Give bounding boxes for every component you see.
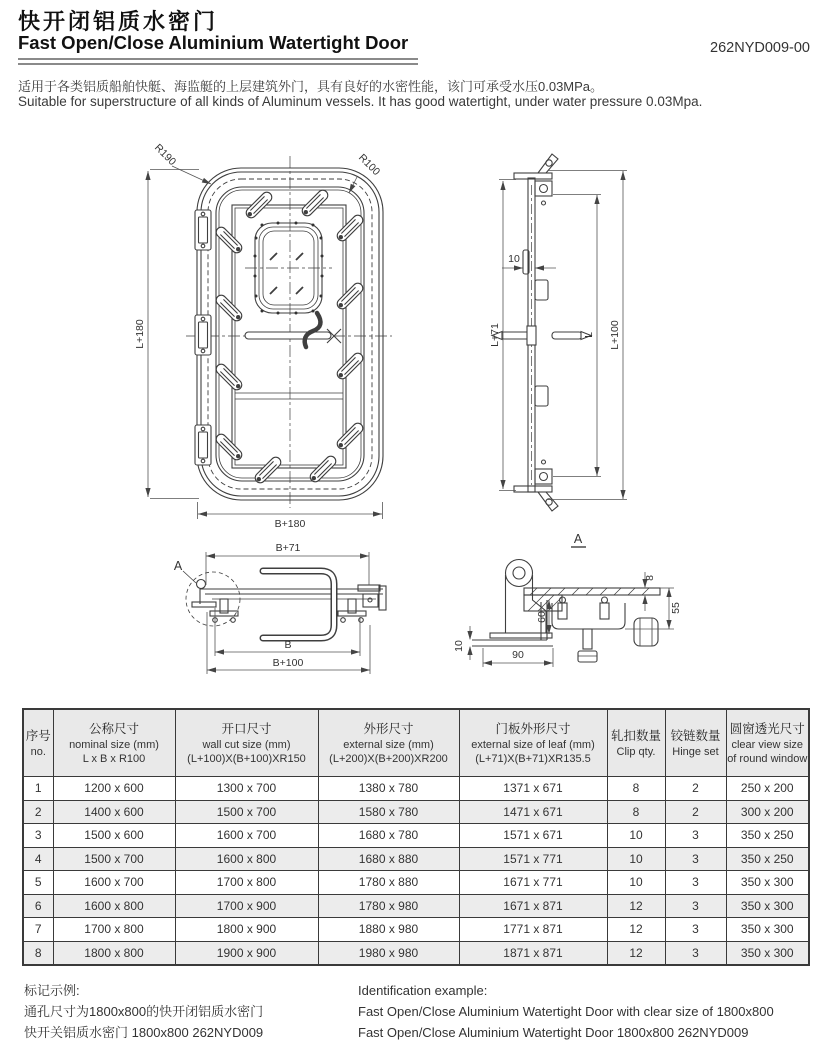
side-leaf-height-dim: L+71 <box>489 323 501 347</box>
col-header-formula: (L+100)X(B+100)XR150 <box>187 753 306 766</box>
table-cell: 3 <box>665 918 726 942</box>
col-header-en: Clip qty. <box>616 745 656 758</box>
table-cell: 250 x 200 <box>726 777 809 801</box>
hook-handle <box>305 313 321 347</box>
table-cell: 1600 x 800 <box>53 894 175 918</box>
table-cell: 1571 x 671 <box>459 824 607 848</box>
table-cell: 350 x 300 <box>726 894 809 918</box>
side-view-drawing <box>489 154 627 511</box>
table-cell: 12 <box>607 918 665 942</box>
front-height-dim: L+180 <box>134 319 146 349</box>
table-row <box>23 918 809 942</box>
identification-example-en <box>358 980 823 1043</box>
table-cell: 350 x 250 <box>726 847 809 871</box>
col-header-zh: 开口尺寸 <box>221 721 272 736</box>
table-cell: 1300 x 700 <box>175 777 318 801</box>
detail-a-title: A <box>573 532 583 546</box>
table-cell: 7 <box>23 918 53 942</box>
col-header-round-window <box>726 709 809 777</box>
table-cell: 2 <box>665 777 726 801</box>
table-cell: 1380 x 780 <box>318 777 459 801</box>
table-cell: 1580 x 780 <box>318 800 459 824</box>
page-title-en: Fast Open/Close Aluminium Watertight Door <box>18 32 409 53</box>
col-header-en: wall cut size (mm) <box>202 738 291 751</box>
handle-bar <box>245 332 331 339</box>
table-cell: 1680 x 880 <box>318 847 459 871</box>
table-cell: 3 <box>665 871 726 895</box>
col-header-nominal-size <box>53 709 175 777</box>
table-cell: 300 x 200 <box>726 800 809 824</box>
table-cell: 1700 x 900 <box>175 894 318 918</box>
identification-line1-en: Fast Open/Close Aluminium Watertight Door with clear size of 1800x800 <box>358 1004 774 1019</box>
identification-heading-zh: 标记示例: <box>24 983 80 998</box>
col-header-zh: 铰链数量 <box>670 728 721 743</box>
table-row <box>23 894 809 918</box>
table-cell: 350 x 300 <box>726 918 809 942</box>
table-cell: 8 <box>607 800 665 824</box>
table-row <box>23 847 809 871</box>
col-header-en: Hinge set <box>672 745 719 758</box>
page-title-zh: 快开闭铝质水密门 <box>18 9 219 34</box>
side-thickness-dim: 10 <box>508 253 520 265</box>
detail-dim-10: 10 <box>453 640 465 652</box>
front-radius-inner-dim: R100 <box>356 151 383 178</box>
table-cell: 1900 x 900 <box>175 941 318 965</box>
col-header-formula: (L+71)X(B+71)XR135.5 <box>475 753 591 766</box>
col-header-formula: (L+200)X(B+200)XR200 <box>329 753 448 766</box>
detail-a-drawing <box>453 532 682 667</box>
table-cell: 1500 x 700 <box>175 800 318 824</box>
table-cell: 6 <box>23 894 53 918</box>
col-header-hinge-set <box>665 709 726 777</box>
detail-dim-8: 8 <box>644 575 656 581</box>
side-nominal-height-dim: L <box>583 332 595 338</box>
table-cell: 1471 x 671 <box>459 800 607 824</box>
table-cell: 1980 x 980 <box>318 941 459 965</box>
table-row <box>23 777 809 801</box>
col-header-zh: 公称尺寸 <box>88 721 139 736</box>
table-cell: 1680 x 780 <box>318 824 459 848</box>
document-number: 262NYD009-00 <box>710 40 810 56</box>
table-cell: 1800 x 800 <box>53 941 175 965</box>
section-detail-marker: A <box>173 559 183 573</box>
col-header-en: external size of leaf (mm) <box>471 738 595 751</box>
table-cell: 1600 x 700 <box>175 824 318 848</box>
intro-text-zh: 适用于各类铝质船舶快艇、海监艇的上层建筑外门，具有良好的水密性能，该门可承受水压0.03MPa。 <box>18 79 604 94</box>
col-header-zh: 门板外形尺寸 <box>495 721 571 736</box>
intro-text-en: Suitable for superstructure of all kinds of Aluminum vessels. It has good watertight, under water pressure 0.03Mpa. <box>18 94 703 109</box>
detail-dim-55: 55 <box>670 602 682 614</box>
front-width-dim: B+180 <box>274 518 306 530</box>
table-cell: 1880 x 980 <box>318 918 459 942</box>
table-cell: 350 x 300 <box>726 871 809 895</box>
table-cell: 1500 x 600 <box>53 824 175 848</box>
table-cell: 1771 x 871 <box>459 918 607 942</box>
technical-drawing <box>0 130 830 690</box>
table-cell: 1700 x 800 <box>175 871 318 895</box>
table-row <box>23 824 809 848</box>
col-header-en: no. <box>30 745 46 758</box>
table-cell: 1780 x 980 <box>318 894 459 918</box>
col-header-en: external size (mm) <box>343 738 434 751</box>
table-cell: 1671 x 771 <box>459 871 607 895</box>
table-cell: 1 <box>23 777 53 801</box>
col-header-zh: 外形尺寸 <box>363 721 414 736</box>
table-cell: 12 <box>607 941 665 965</box>
identification-line2-en: Fast Open/Close Aluminium Watertight Door 1800x800 262NYD009 <box>358 1025 749 1040</box>
col-header-en: nominal size (mm) <box>69 738 159 751</box>
table-cell: 4 <box>23 847 53 871</box>
title-double-rule <box>18 58 418 65</box>
table-cell: 3 <box>665 941 726 965</box>
col-header-wall-cut-size <box>175 709 318 777</box>
table-cell: 10 <box>607 847 665 871</box>
identification-heading-en: Identification example: <box>358 983 488 998</box>
col-header-en: of round window <box>727 753 808 766</box>
table-cell: 2 <box>665 800 726 824</box>
table-cell: 10 <box>607 871 665 895</box>
table-row <box>23 941 809 965</box>
front-radius-outer-dim: R190 <box>152 141 179 168</box>
table-cell: 1671 x 871 <box>459 894 607 918</box>
identification-line1-zh: 通孔尺寸为1800x800的快开闭铝质水密门 <box>24 1004 264 1019</box>
detail-dim-90: 90 <box>512 649 524 661</box>
table-cell: 1600 x 800 <box>175 847 318 871</box>
identification-example-zh <box>24 980 354 1043</box>
table-cell: 1700 x 800 <box>53 918 175 942</box>
spec-table <box>22 708 810 966</box>
front-view-drawing <box>134 142 392 530</box>
section-cutout-width-dim: B+100 <box>272 657 304 669</box>
table-cell: 350 x 250 <box>726 824 809 848</box>
table-cell: 1371 x 671 <box>459 777 607 801</box>
u-handle <box>263 571 334 638</box>
col-header-no <box>23 709 53 777</box>
table-cell: 1571 x 771 <box>459 847 607 871</box>
table-cell: 3 <box>665 824 726 848</box>
table-cell: 10 <box>607 824 665 848</box>
col-header-zh: 序号 <box>25 728 51 743</box>
col-header-leaf-size <box>459 709 607 777</box>
table-cell: 1200 x 600 <box>53 777 175 801</box>
identification-line2-zh: 快开关铝质水密门 1800x800 262NYD009 <box>24 1025 264 1040</box>
col-header-zh: 轧扣数量 <box>610 728 661 743</box>
table-cell: 350 x 300 <box>726 941 809 965</box>
table-cell: 3 <box>23 824 53 848</box>
table-cell: 1500 x 700 <box>53 847 175 871</box>
col-header-external-size <box>318 709 459 777</box>
col-header-en: clear view size <box>731 738 804 751</box>
table-cell: 1780 x 880 <box>318 871 459 895</box>
table-cell: 1871 x 871 <box>459 941 607 965</box>
table-cell: 5 <box>23 871 53 895</box>
table-cell: 8 <box>607 777 665 801</box>
table-row <box>23 800 809 824</box>
section-leaf-width-dim: B+71 <box>275 542 301 554</box>
col-header-clip-qty <box>607 709 665 777</box>
table-header-row <box>23 709 809 777</box>
detail-dim-60: 60 <box>536 611 548 623</box>
col-header-formula: L x B x R100 <box>82 753 146 766</box>
table-cell: 1400 x 600 <box>53 800 175 824</box>
table-cell: 3 <box>665 894 726 918</box>
section-nominal-width-dim: B <box>284 639 292 651</box>
table-cell: 2 <box>23 800 53 824</box>
table-row <box>23 871 809 895</box>
side-cutout-height-dim: L+100 <box>609 320 621 350</box>
section-view-drawing <box>174 542 386 674</box>
table-cell: 1600 x 700 <box>53 871 175 895</box>
col-header-zh: 圆窗透光尺寸 <box>729 721 805 736</box>
table-cell: 12 <box>607 894 665 918</box>
table-cell: 8 <box>23 941 53 965</box>
table-cell: 3 <box>665 847 726 871</box>
table-cell: 1800 x 900 <box>175 918 318 942</box>
